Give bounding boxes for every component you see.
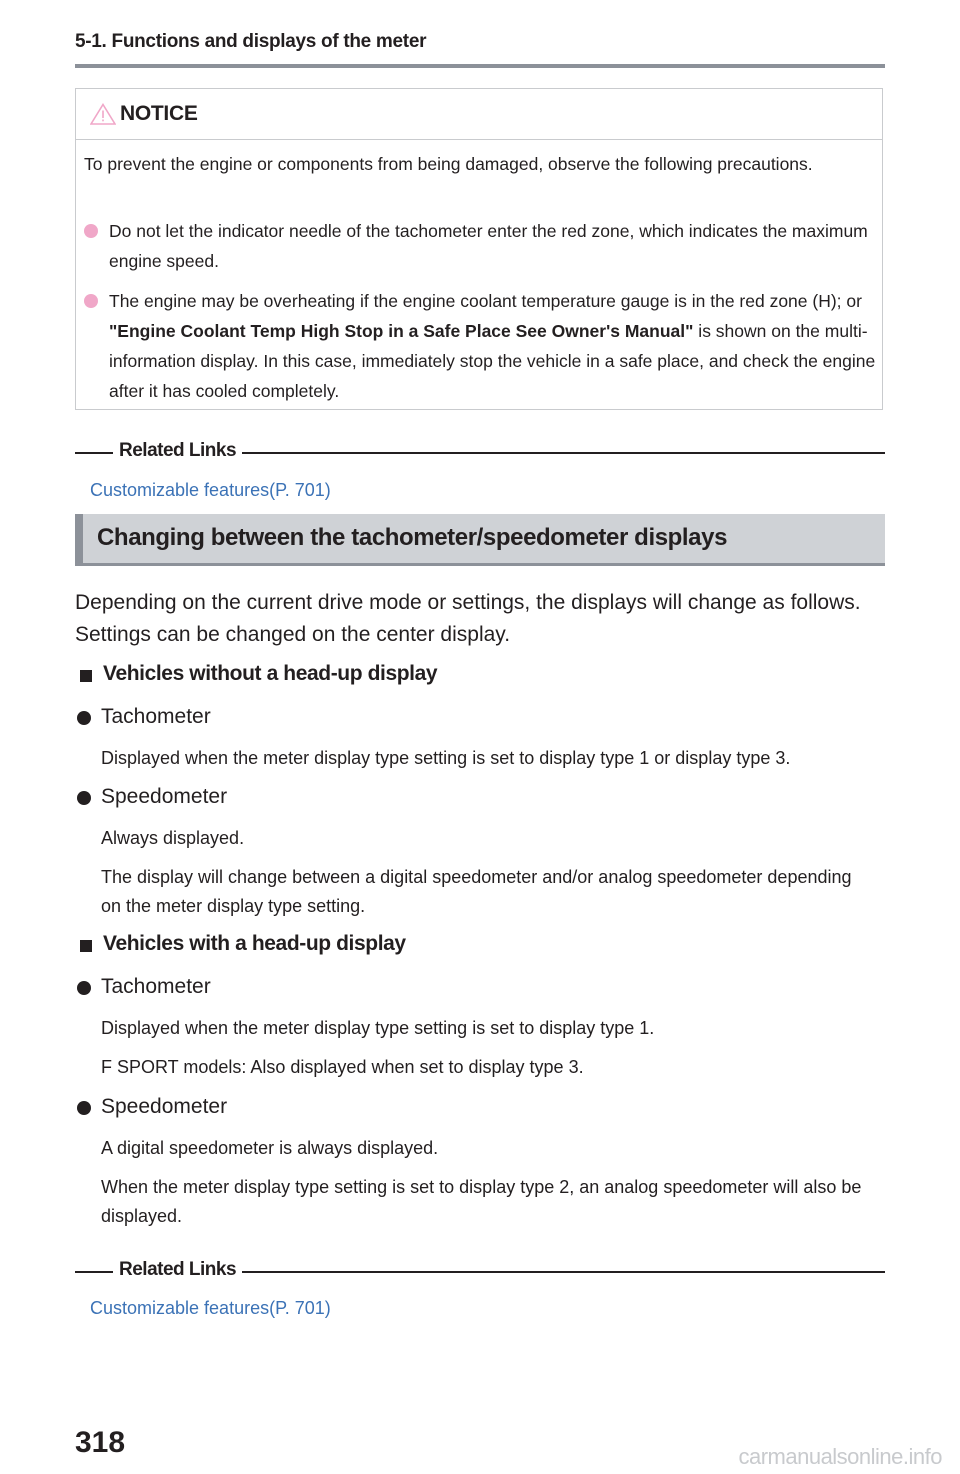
page-number: 318 [75,1426,126,1459]
section-heading-bar [75,514,885,566]
item-description: Displayed when the meter display type setting is set to display type 1. [101,1018,655,1038]
notice-header [76,89,882,140]
item-description: A digital speedometer is always displayed. [101,1138,439,1158]
section-intro: Depending on the current drive mode or settings, the displays will change as follows. Settings can be changed on the center display. [75,591,861,646]
section-title: Changing between the tachometer/speedometer displays [97,524,728,551]
related-links-label: Related Links [113,1259,242,1281]
group-heading-no-hud: Vehicles without a head-up display [103,662,438,685]
item-description: F SPORT models: Also displayed when set to display type 3. [101,1057,584,1077]
related-links-label: Related Links [113,440,242,462]
customizable-features-link[interactable]: Customizable features(P. 701) [90,1298,331,1318]
bullet-icon [77,791,91,805]
notice-item-1: Do not let the indicator needle of the tachometer enter the red zone, which indicates the maximum engine speed. [109,221,868,271]
item-description: The display will change between a digital speedometer and/or analog speedometer depending on the meter display type setting. [101,867,852,916]
section-accent [75,514,83,563]
watermark: carmanualsonline.info [738,1444,942,1469]
warning-triangle-icon [90,103,116,125]
square-bullet-icon [80,940,92,952]
notice-bullet-icon [84,294,98,308]
bullet-icon [77,981,91,995]
notice-item-2 [109,286,879,406]
notice-item-2-text: The engine may be overheating if the engine coolant temperature gauge is in the red zone (H); or [109,291,862,311]
header-rule [75,64,885,68]
notice-box [75,88,883,410]
item-label-speedometer: Speedometer [101,1095,228,1118]
notice-item-2-text-end: is shown on the multi-information display. In this case, immediately stop the vehicle in a safe place, and check the engine after it has cooled completely. [109,321,876,401]
item-label-speedometer: Speedometer [101,785,228,808]
bullet-icon [77,711,91,725]
item-description: Displayed when the meter display type setting is set to display type 1 or display type 3. [101,748,791,768]
notice-title: NOTICE [120,102,198,125]
item-label-tachometer: Tachometer [101,975,211,998]
item-description: Always displayed. [101,828,245,848]
item-description: When the meter display type setting is set to display type 2, an analog speedometer will also be displayed. [101,1177,862,1226]
customizable-features-link[interactable]: Customizable features(P. 701) [90,480,331,500]
item-label-tachometer: Tachometer [101,705,211,728]
running-header: 5-1. Functions and displays of the meter [75,31,427,52]
notice-intro: To prevent the engine or components from being damaged, observe the following precautions. [84,154,813,174]
notice-item-2-message: "Engine Coolant Temp High Stop in a Safe Place See Owner's Manual" [109,321,694,341]
group-heading-with-hud: Vehicles with a head-up display [103,932,406,955]
square-bullet-icon [80,670,92,682]
bullet-icon [77,1101,91,1115]
notice-bullet-icon [84,224,98,238]
